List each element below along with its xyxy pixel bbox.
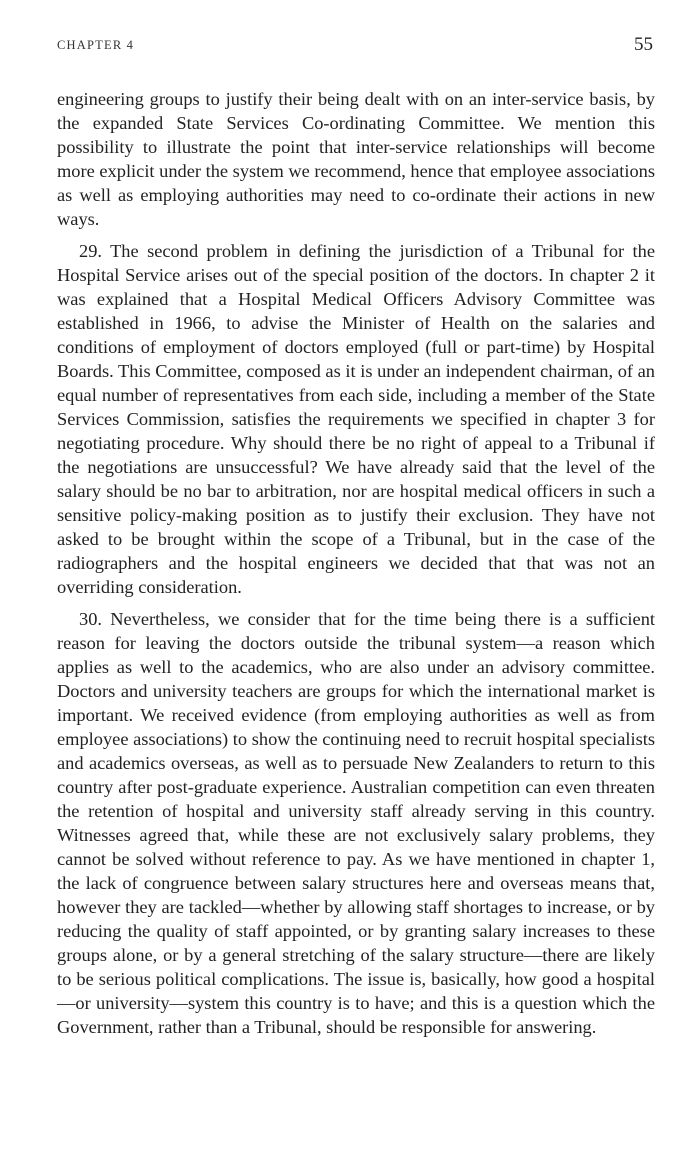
document-page xyxy=(57,30,655,1039)
paragraph-number: 30. xyxy=(79,609,102,629)
paragraph-number: 29. xyxy=(79,241,102,261)
page-number: 55 xyxy=(634,34,653,55)
paragraph-text: The second problem in defining the jurisdiction of a Tribunal for the Hospital Service arises out of the special position of the doctors. In chapter 2 it was explained that a Hospital Medical Officers Advisory Committee was established in 1966, to advise the Minister of Health on the salaries and conditions of employment of doctors employed (full or part-time) by Hospital Boards. This Committee, composed as it is under an independent chairman, of an equal number of representatives from each side, including a member of the State Services Commission, satisfies the requirements we specified in chapter 3 for negotiating procedure. Why should there be no right of appeal to a Tribunal if the negotiations are unsuccessful? We have already said that the level of the salary should be no bar to arbitration, nor are hospital medical officers in such a sensitive policy-making position as to justify their exclusion. They have not asked to be brought within the scope of a Tribunal, but in the case of the radiographers and the hospital engineers we decided that that was not an overriding consideration. xyxy=(57,241,656,597)
paragraph-continued xyxy=(57,87,655,231)
paragraph-30 xyxy=(57,607,655,1039)
chapter-label: CHAPTER 4 xyxy=(57,38,135,52)
paragraph-29 xyxy=(57,239,655,599)
paragraph-text: Nevertheless, we consider that for the time being there is a sufficient reason for leaving the doctors outside the tribunal system—a reason which applies as well to the academics, who are also under an advisory committee. Doctors and university teachers are groups for which the international market is important. We received evidence (from employing authorities as well as from employee associations) to show the continuing need to recruit hospital specialists and academics overseas, as well as to persuade New Zealanders to return to this country after post-graduate experience. Australian competition can even threaten the retention of hospital and university staff already serving in this country. Witnesses agreed that, while these are not exclusively salary problems, they cannot be solved without reference to pay. As we have mentioned in chapter 1, the lack of congruence between salary structures here and overseas means that, however they are tackled—whether by allowing staff shortages to increase, or by reducing the quality of staff appointed, or by granting salary increases to these groups alone, or by a general stretching of the salary structure—there are likely to be serious political complications. The issue is, basically, how good a hospital—or university—system this country is to have; and this is a question which the Government, rather than a Tribunal, should be responsible for answering. xyxy=(57,609,655,1037)
running-header xyxy=(57,30,655,70)
paragraph-text: engineering groups to justify their being dealt with on an inter-service basis, by the expanded State Services Co-ordinating Committee. We mention this possibility to illustrate the point that inter-service relationships will become more explicit under the system we recommend, hence that employee associations as well as employing authorities may need to co-ordinate their actions in new ways. xyxy=(57,89,656,229)
body-text xyxy=(57,87,655,1039)
